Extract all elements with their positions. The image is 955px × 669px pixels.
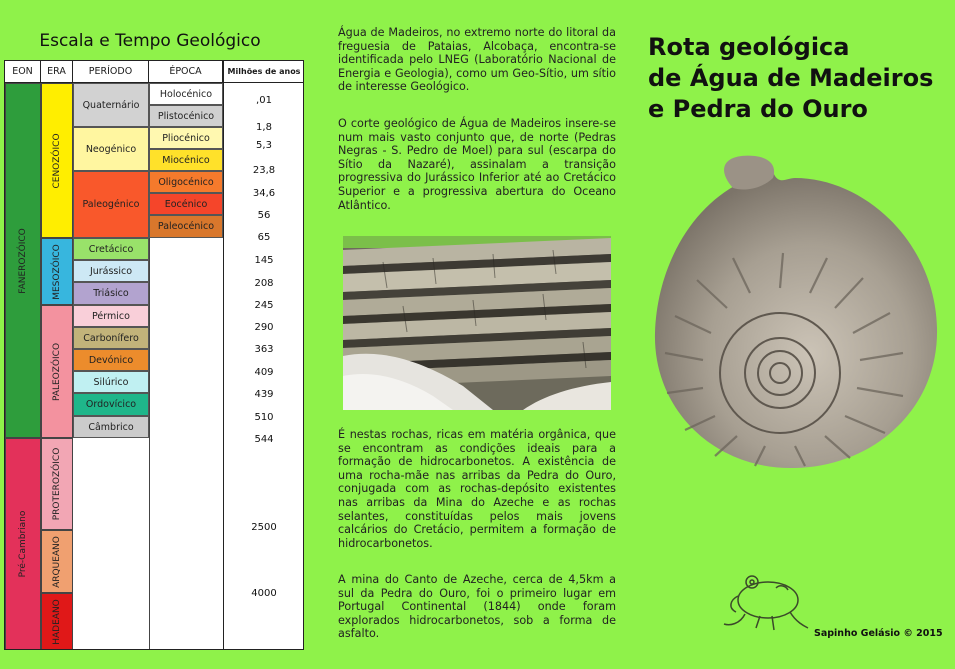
age-value: 1,8 xyxy=(256,122,272,133)
paragraph-mine: A mina do Canto de Azeche, cerca de 4,5km a sul da Pedra do Ouro, foi o primeiro lugar em Portugal Continental (1844) onde foram explorados hidrocarbonetos, sob a forma de asfalto. xyxy=(338,573,616,641)
period-jurassico: Jurássico xyxy=(73,260,149,282)
age-value: 245 xyxy=(254,300,274,311)
epoch-empty xyxy=(149,238,223,650)
age-value: 409 xyxy=(254,367,274,378)
period-neogenico: Neogénico xyxy=(73,127,149,171)
period-cretacico: Cretácico xyxy=(73,238,149,260)
header-eon: EON xyxy=(5,61,41,83)
age-value: 363 xyxy=(254,344,274,355)
era-hadeano: HADEANO xyxy=(41,593,73,650)
era-cenozoico: CENOZÓICO xyxy=(41,83,73,238)
epoch-paleocenico: Paleocénico xyxy=(149,215,223,238)
era-proterozoico: PROTEROZÓICO xyxy=(41,438,73,530)
epoch-holocenico: Holocénico xyxy=(149,83,223,105)
scale-title: Escala e Tempo Geológico xyxy=(39,31,261,51)
age-value: 34,6 xyxy=(252,188,276,199)
age-value: 544 xyxy=(254,434,274,445)
age-value: 23,8 xyxy=(252,165,276,176)
age-value: 439 xyxy=(254,389,274,400)
age-value: 5,3 xyxy=(256,140,272,151)
age-value: 145 xyxy=(254,255,274,266)
geologic-time-table xyxy=(4,60,304,650)
geologic-scale-panel xyxy=(0,0,318,669)
period-cambrico: Câmbrico xyxy=(73,416,149,438)
credit-text: Sapinho Gelásio © 2015 xyxy=(814,628,943,639)
age-value: 208 xyxy=(254,278,274,289)
period-triassico: Triásico xyxy=(73,282,149,305)
age-value: 65 xyxy=(257,232,271,243)
toad-icon xyxy=(720,566,810,636)
header-milhoes: Milhões de anos xyxy=(223,61,304,83)
epoch-eocenico: Eocénico xyxy=(149,193,223,215)
epoch-plistocenico: Plistocénico xyxy=(149,105,223,127)
ammonite-fossil-image xyxy=(645,148,945,473)
eon-fanerozoico: FANEROZÓICO xyxy=(5,83,41,438)
period-paleogenico: Paleogénico xyxy=(73,171,149,238)
epoch-oligocenico: Oligocénico xyxy=(149,171,223,193)
era-mesozoico: MESOZÓICO xyxy=(41,238,73,305)
paragraph-hydrocarbons: É nestas rochas, ricas em matéria orgânica, que se encontram as condições ideais para a formação de hidrocarbonetos. A existência de uma rocha-mãe nas arribas da Pedra do Ouro, conjugada com as rochas-depósito existentes nas arribas da Mina do Azeche e as rochas selantes, constituídas pelos mais jovens calcários do Cretácio, permitem a formação de hidrocarbonetos. xyxy=(338,428,616,550)
header-era: ERA xyxy=(41,61,73,83)
age-value: 56 xyxy=(257,210,271,221)
age-value: ,01 xyxy=(256,95,272,106)
period-silurico: Silúrico xyxy=(73,371,149,393)
era-arqueano: ARQUEANO xyxy=(41,530,73,593)
header-periodo: PERÍODO xyxy=(73,61,149,83)
age-value: 290 xyxy=(254,322,274,333)
period-ordovicico: Ordovícico xyxy=(73,393,149,416)
rock-strata-photo xyxy=(343,236,611,410)
epoch-miocenico: Miocénico xyxy=(149,149,223,171)
page-title: Rota geológica de Água de Madeiros e Pedra do Ouro xyxy=(648,33,934,123)
paragraph-intro: Água de Madeiros, no extremo norte do litoral da freguesia de Pataias, Alcobaça, encontra-se identificada pelo LNEG (Laboratório Nacional de Energia e Geologia), como um Geo-Sítio, um sítio de interesse Geológico. xyxy=(338,26,616,94)
period-devonico: Devónico xyxy=(73,349,149,371)
header-epoca: ÉPOCA xyxy=(149,61,223,83)
age-value: 2500 xyxy=(251,522,277,533)
epoch-pliocenico: Pliocénico xyxy=(149,127,223,149)
age-value: 510 xyxy=(254,412,274,423)
age-value: 4000 xyxy=(251,588,277,599)
period-carbonifero: Carbonífero xyxy=(73,327,149,349)
paragraph-geology: O corte geológico de Água de Madeiros insere-se num mais vasto conjunto que, de norte (Pedras Negras - S. Pedro de Moel) para sul (escarpa do Sítio da Nazaré), assinalam a transição progressiva do Jurássico Inferior até ao Cretácico Superior e a progressiva abertura do Oceano Atlântico. xyxy=(338,117,616,212)
period-quaternario: Quaternário xyxy=(73,83,149,127)
period-permico: Pérmico xyxy=(73,305,149,327)
eon-precambriano: Pré-Cambriano xyxy=(5,438,41,650)
era-paleozoico: PALEOZÓICO xyxy=(41,305,73,438)
